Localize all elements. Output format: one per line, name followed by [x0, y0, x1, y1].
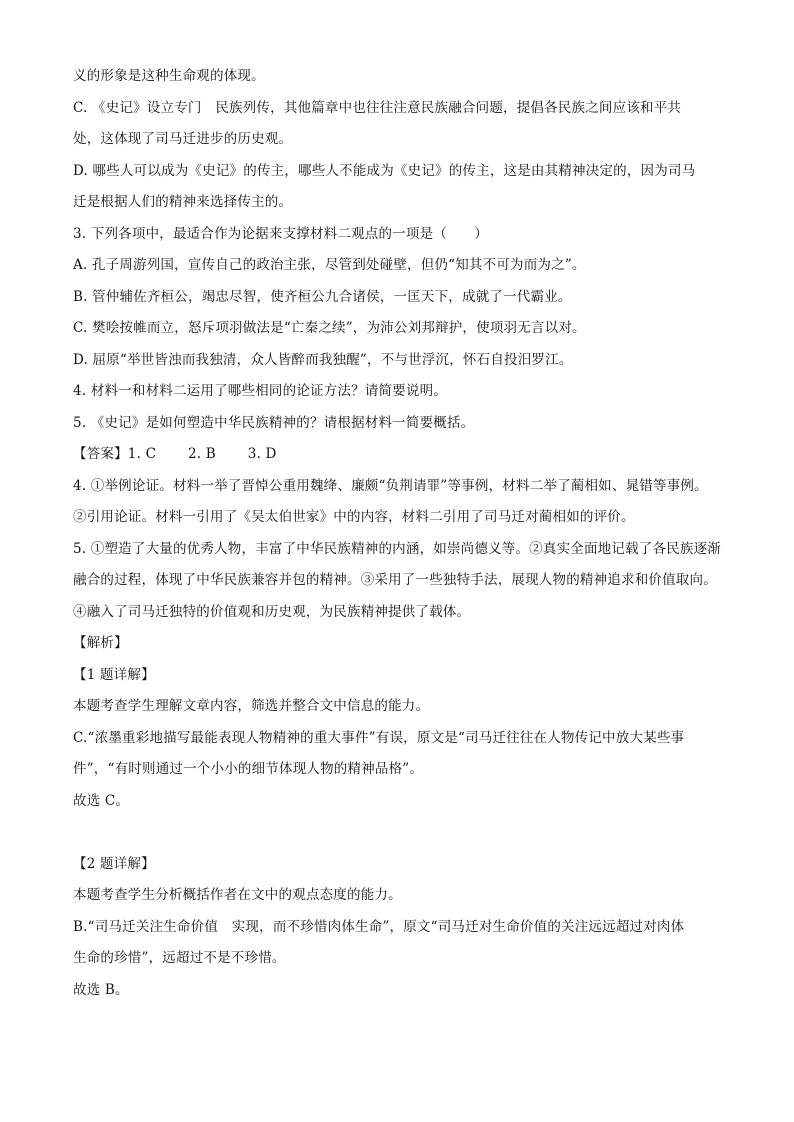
detail-1-line-1: 本题考查学生理解文章内容，筛选并整合文中信息的能力。 — [73, 698, 430, 714]
answer-4-line-2: ②引用论证。材料一引用了《吴太伯世家》中的内容，材料二引用了司马迁对蔺相如的评价。 — [73, 509, 635, 525]
detail-1-heading: 【1 题详解】 — [73, 667, 155, 683]
text-line-3: 处，这体现了司马迁进步的历史观。 — [73, 131, 293, 147]
detail-1-line-3: 件”，“有时则通过一个小小的细节体现人物的精神品格”。 — [73, 761, 424, 777]
answer-5-line-1: 5. ①塑造了大量的优秀人物，丰富了中华民族精神的内涵，如崇尚德义等。②真实全面地记载了各民族逐渐 — [73, 541, 721, 557]
detail-2-heading: 【2 题详解】 — [73, 856, 155, 872]
detail-1-choice: 故选 C。 — [73, 793, 130, 809]
analysis-heading: 【解析】 — [73, 635, 128, 651]
detail-2-line-2: B.“司马迁关注生命价值 实现，而不珍惜肉体生命”，原文“司马迁对生命价值的关注远远超过对肉体 — [73, 919, 685, 935]
detail-2-line-1: 本题考查学生分析概括作者在文中的观点态度的能力。 — [73, 887, 402, 903]
option-a: A. 孔子周游列国，宣传自己的政治主张，尽管到处碰壁，但仍“知其不可为而为之”。 — [73, 257, 586, 273]
text-line-4: D. 哪些人可以成为《史记》的传主，哪些人不能成为《史记》的传主，这是由其精神决定的，因为司马 — [73, 163, 696, 179]
answer-5-line-2: 融合的过程，体现了中华民族兼容并包的精神。③采用了一些独特手法，展现人物的精神追求和价值取向。 — [73, 572, 717, 588]
question-5: 5. 《史记》是如何塑造中华民族精神的？请根据材料一简要概括。 — [73, 415, 475, 431]
detail-2-choice: 故选 B。 — [73, 982, 129, 998]
option-c: C. 樊哙按帷而立，怒斥项羽做法是“亡秦之续”，为沛公刘邦辩护，使项羽无言以对。 — [73, 320, 586, 336]
answer-4-line-1: 4. ①举例论证。材料一举了晋悼公重用魏绛、廉颇“负荆请罪”等事例，材料二举了蔺相如、晁错等事例。 — [73, 478, 708, 494]
detail-2-line-3: 生命的珍惜”，远超过不是不珍惜。 — [73, 950, 286, 966]
option-d: D. 屈原“举世皆浊而我独清，众人皆醉而我独醒”，不与世浮沉，怀石自投汨罗江。 — [73, 352, 573, 368]
detail-1-line-2: C.“浓墨重彩地描写最能表现人物精神的重大事件”有误，原文是“司马迁往往在人物传记中放大某些事 — [73, 730, 685, 746]
question-3: 3. 下列各项中，最适合作为论据来支撑材料二观点的一项是（ ） — [73, 226, 489, 242]
text-line-2: C. 《史记》设立专门 民族列传，其他篇章中也往往注意民族融合问题，提倡各民族之间应该和平共 — [73, 100, 682, 116]
question-4: 4. 材料一和材料二运用了哪些相同的论证方法？请简要说明。 — [73, 383, 447, 399]
answer-5-line-3: ④融入了司马迁独特的价值观和历史观，为民族精神提供了载体。 — [73, 604, 471, 620]
text-line-1: 义的形象是这种生命观的体现。 — [73, 68, 265, 84]
answer-heading: 【答案】1. C 2. B 3. D — [73, 446, 277, 462]
text-line-5: 迁是根据人们的精神来选择传主的。 — [73, 194, 293, 210]
option-b: B. 管仲辅佐齐桓公，竭忠尽智，使齐桓公九合诸侯，一匡天下，成就了一代霸业。 — [73, 289, 572, 305]
